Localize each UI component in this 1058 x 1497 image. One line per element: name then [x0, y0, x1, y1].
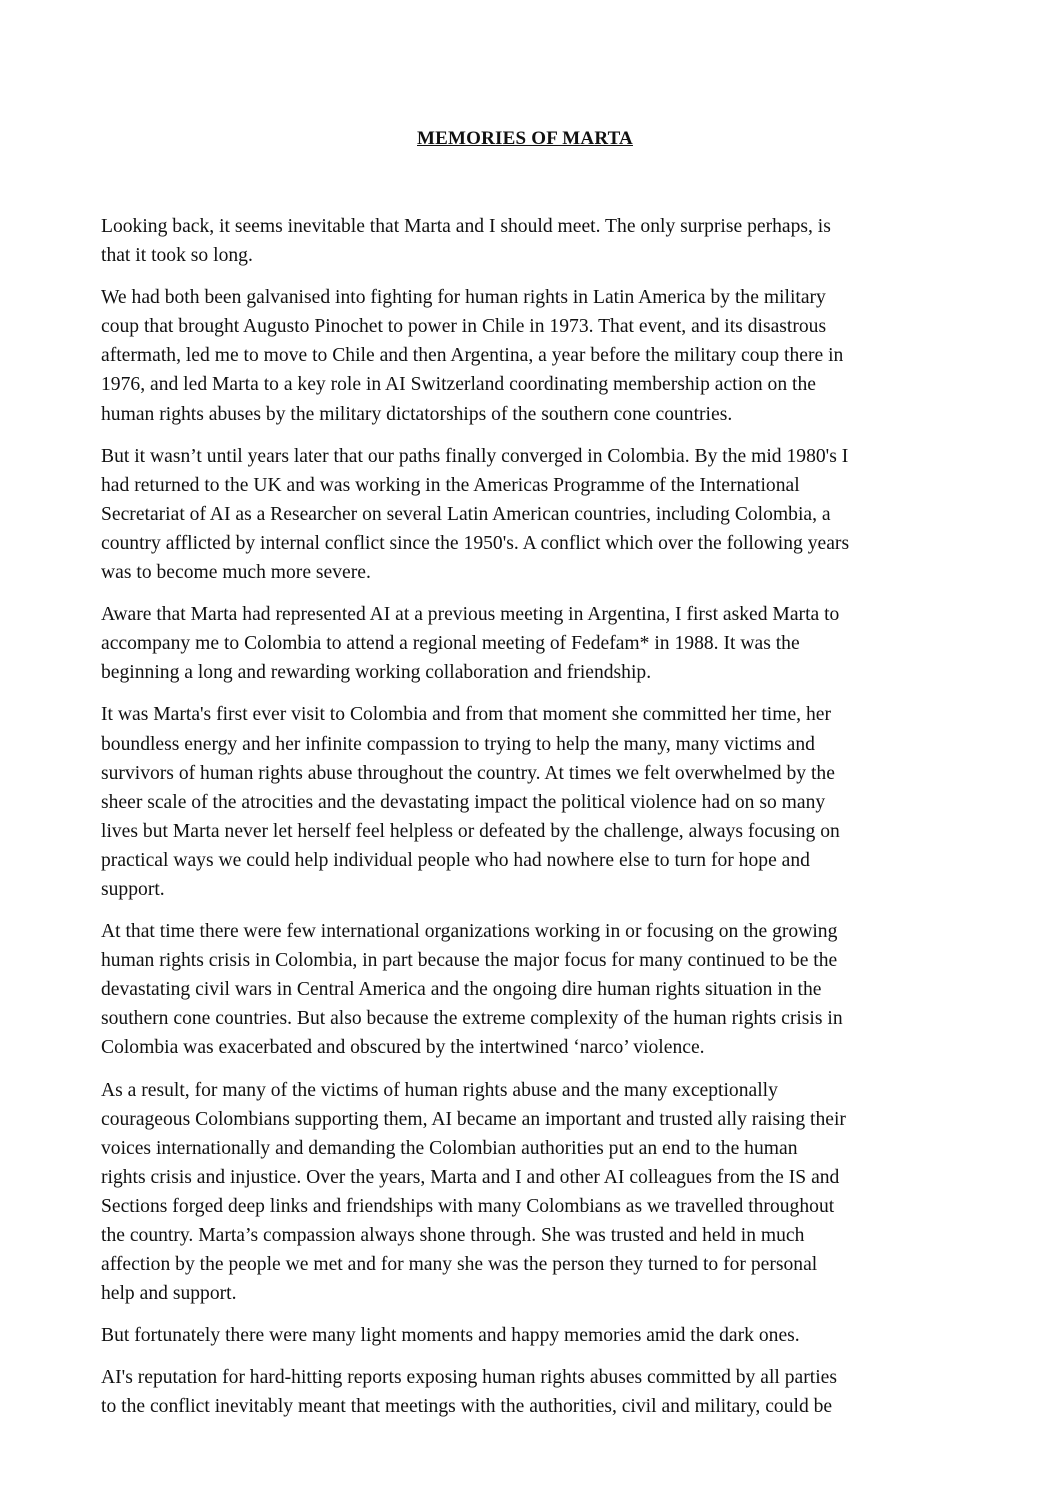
text-line: rights crisis and injustice. Over the years, Marta and I and other AI colleagues from the IS and — [101, 1166, 840, 1188]
text-line: Aware that Marta had represented AI at a previous meeting in Argentina, I first asked Marta to — [101, 604, 840, 626]
paragraph — [101, 700, 973, 904]
text-line: the country. Marta’s compassion always shone through. She was trusted and held in much — [101, 1225, 805, 1246]
text-line: But fortunately there were many light moments and happy memories amid the dark ones. — [101, 1325, 800, 1347]
text-line: coup that brought Augusto Pinochet to power in Chile in 1973. That event, and its disastrous — [101, 316, 827, 338]
text-line: Colombia was exacerbated and obscured by the intertwined ‘narco’ violence. — [101, 1037, 705, 1059]
text-line: help and support. — [101, 1283, 237, 1305]
text-line: practical ways we could help individual people who had nowhere else to turn for hope and — [101, 849, 810, 871]
text-line: Sections forged deep links and friendships with many Colombians as we travelled throughout — [101, 1195, 835, 1217]
text-line: aftermath, led me to move to Chile and then Argentina, a year before the military coup there in — [101, 345, 844, 367]
text-line: accompany me to Colombia to attend a regional meeting of Fedefam* in 1988. It was the — [101, 633, 800, 655]
page-title: MEMORIES OF MARTA — [417, 128, 633, 149]
paragraph — [101, 1076, 973, 1309]
text-line: that it took so long. — [101, 245, 253, 267]
paragraph — [101, 917, 973, 1062]
text-line: human rights abuses by the military dictatorships of the southern cone countries. — [101, 403, 733, 425]
text-line: southern cone countries. But also because the extreme complexity of the human rights crisis in — [101, 1008, 843, 1030]
text-line: As a result, for many of the victims of human rights abuse and the many exceptionally — [101, 1079, 778, 1101]
text-line: country afflicted by internal conflict since the 1950's. A conflict which over the following years — [101, 532, 850, 554]
text-line: affection by the people we met and for many she was the person they turned to for personal — [101, 1254, 818, 1276]
text-line: AI's reputation for hard-hitting reports exposing human rights abuses committed by all parties — [101, 1367, 837, 1389]
text-line: boundless energy and her infinite compassion to trying to help the many, many victims and — [101, 733, 815, 755]
paragraph — [101, 442, 973, 587]
paragraph — [101, 212, 973, 270]
text-line: courageous Colombians supporting them, AI became an important and trusted ally raising their — [101, 1108, 846, 1130]
text-line: to the conflict inevitably meant that meetings with the authorities, civil and military, could be — [101, 1396, 833, 1418]
paragraph — [101, 600, 973, 687]
text-line: devastating civil wars in Central America and the ongoing dire human rights situation in the — [101, 979, 822, 1001]
text-line: beginning a long and rewarding working collaboration and friendship. — [101, 662, 652, 684]
text-line: had returned to the UK and was working in the Americas Programme of the International — [101, 474, 800, 496]
text-line: voices internationally and demanding the Colombian authorities put an end to the human — [101, 1137, 798, 1159]
paragraph — [101, 283, 973, 428]
text-line: was to become much more severe. — [101, 562, 371, 584]
text-line: sheer scale of the atrocities and the devastating impact the political violence had on so many — [101, 791, 826, 813]
text-line: It was Marta's first ever visit to Colombia and from that moment she committed her time, her — [101, 704, 831, 726]
text-line: human rights crisis in Colombia, in part because the major focus for many continued to be the — [101, 950, 838, 972]
text-line: Secretariat of AI as a Researcher on several Latin American countries, including Colombia, a — [101, 503, 831, 525]
paragraph — [101, 1363, 973, 1421]
text-line: Looking back, it seems inevitable that Marta and I should meet. The only surprise perhaps, is — [101, 216, 831, 237]
text-line: But it wasn’t until years later that our paths finally converged in Colombia. By the mid 1980's I — [101, 445, 849, 467]
text-line: survivors of human rights abuse throughout the country. At times we felt overwhelmed by the — [101, 762, 835, 784]
text-line: At that time there were few international organizations working in or focusing on the growing — [101, 921, 838, 943]
document-body — [101, 212, 973, 1435]
paragraph — [101, 1321, 973, 1350]
text-line: support. — [101, 878, 165, 900]
text-line: We had both been galvanised into fighting for human rights in Latin America by the military — [101, 287, 826, 309]
text-line: 1976, and led Marta to a key role in AI Switzerland coordinating membership action on the — [101, 374, 816, 396]
text-line: lives but Marta never let herself feel helpless or defeated by the challenge, always focusing on — [101, 820, 840, 842]
